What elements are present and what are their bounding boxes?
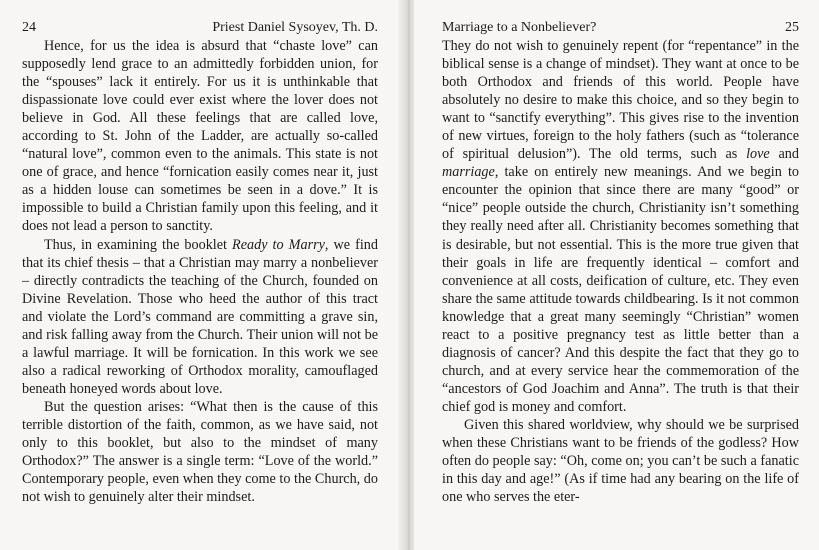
right-page-text bbox=[442, 37, 799, 506]
left-page-text bbox=[22, 37, 378, 506]
italic-term: marriage bbox=[442, 164, 495, 181]
text-run: , we find that its chief thesis – that a Christian may marry a nonbeliever – directly contradicts the teaching of the Church, founded on Divine Revelation. Those who heed the author of this tract and violate the Lord’s command are committing a grave sin, and risk falling away from the Church. Their union will not be a lawful marriage. It will be fornication. In this work we see also a radical reworking of Orthodox morality, camouflaged beneath honeyed words about love. bbox=[22, 236, 378, 397]
text-run: , take on entirely new meanings. And we begin to encounter the opinion that since there are many “good” or “nice” people outside the church, Christianity isn’t something they really need after all. Christianity becomes something that is desirable, but not essential. This is the more true given that their goals in life are frequently identical – comfort and convenience at all costs, deification of culture, etc. They even share the same attitude towards childbearing. Is it not common knowledge that a great many seemingly “Christian” women react to a positive pregnancy test as little better than a diagnosis of cancer? And this despite the fact that they go to church, and at every service hear the commemoration of the “ancestors of God Joachim and Anna”. The truth is that their chief god is money and comfort. bbox=[442, 164, 799, 415]
book-title: Ready to Marry bbox=[232, 236, 325, 253]
text-run: But the question arises: “What then is the cause of this terrible distortion of the faith, common, as we have said, not only to this booklet, but also to the mindset of many Orthodox?” The answer is a single term: “Love of the world.” Contemporary people, even when they come to the Church, do not wish to genuinely alter their mindset. bbox=[22, 398, 378, 506]
right-page-header bbox=[442, 20, 799, 36]
left-page-header bbox=[22, 20, 378, 36]
right-page bbox=[414, 0, 819, 550]
paragraph bbox=[442, 37, 799, 416]
text-run: Thus, in examining the booklet bbox=[44, 236, 233, 253]
left-page-number: 24 bbox=[22, 20, 36, 35]
right-running-head: Marriage to a Nonbeliever? bbox=[442, 20, 597, 35]
right-page-number: 25 bbox=[785, 20, 799, 35]
text-run: and bbox=[769, 146, 799, 163]
paragraph bbox=[22, 37, 378, 236]
paragraph bbox=[22, 236, 378, 398]
text-run: Hence, for us the idea is absurd that “chaste love” can supposedly lend grace to an admittedly forbidden union, for the “spouses” lack it entirely. For us it is unthinkable that dispassionate love could ever exist where the lover does not believe in God. All these feelings that are called love, according to St. John of the Ladder, are actually so-called “natural love”, common even to the animals. This state is not one of grace, and hence “fornication easily comes near it, just as a hidden louse can sometimes be seen in a dove.” It is impossible to build a Christian family upon this feeling, and it does not lead a person to sanctity. bbox=[22, 38, 378, 235]
text-run: Given this shared worldview, why should we be surprised when these Christians want to be friends of the godless? How often do people say: “Oh, come on; you can’t be such a fanatic in this day and age!” (As if time had any bearing on the life of one who serves the eter- bbox=[442, 416, 799, 506]
italic-term: love bbox=[746, 146, 770, 163]
paragraph bbox=[442, 416, 799, 506]
paragraph bbox=[22, 398, 378, 506]
text-run: They do not wish to genuinely repent (for “repentance” in the biblical sense is a change of mindset). They want at once to be both Orthodox and friends of this world. People have absolutely no desire to make this choice, and so they begin to want to “sanctify everything”. This gives rise to the invention of new virtues, foreign to the holy fathers (such as “tolerance of spiritual delusion”). The old terms, such as bbox=[442, 38, 799, 163]
left-page bbox=[0, 0, 404, 550]
left-running-head: Priest Daniel Sysoyev, Th. D. bbox=[212, 20, 378, 35]
